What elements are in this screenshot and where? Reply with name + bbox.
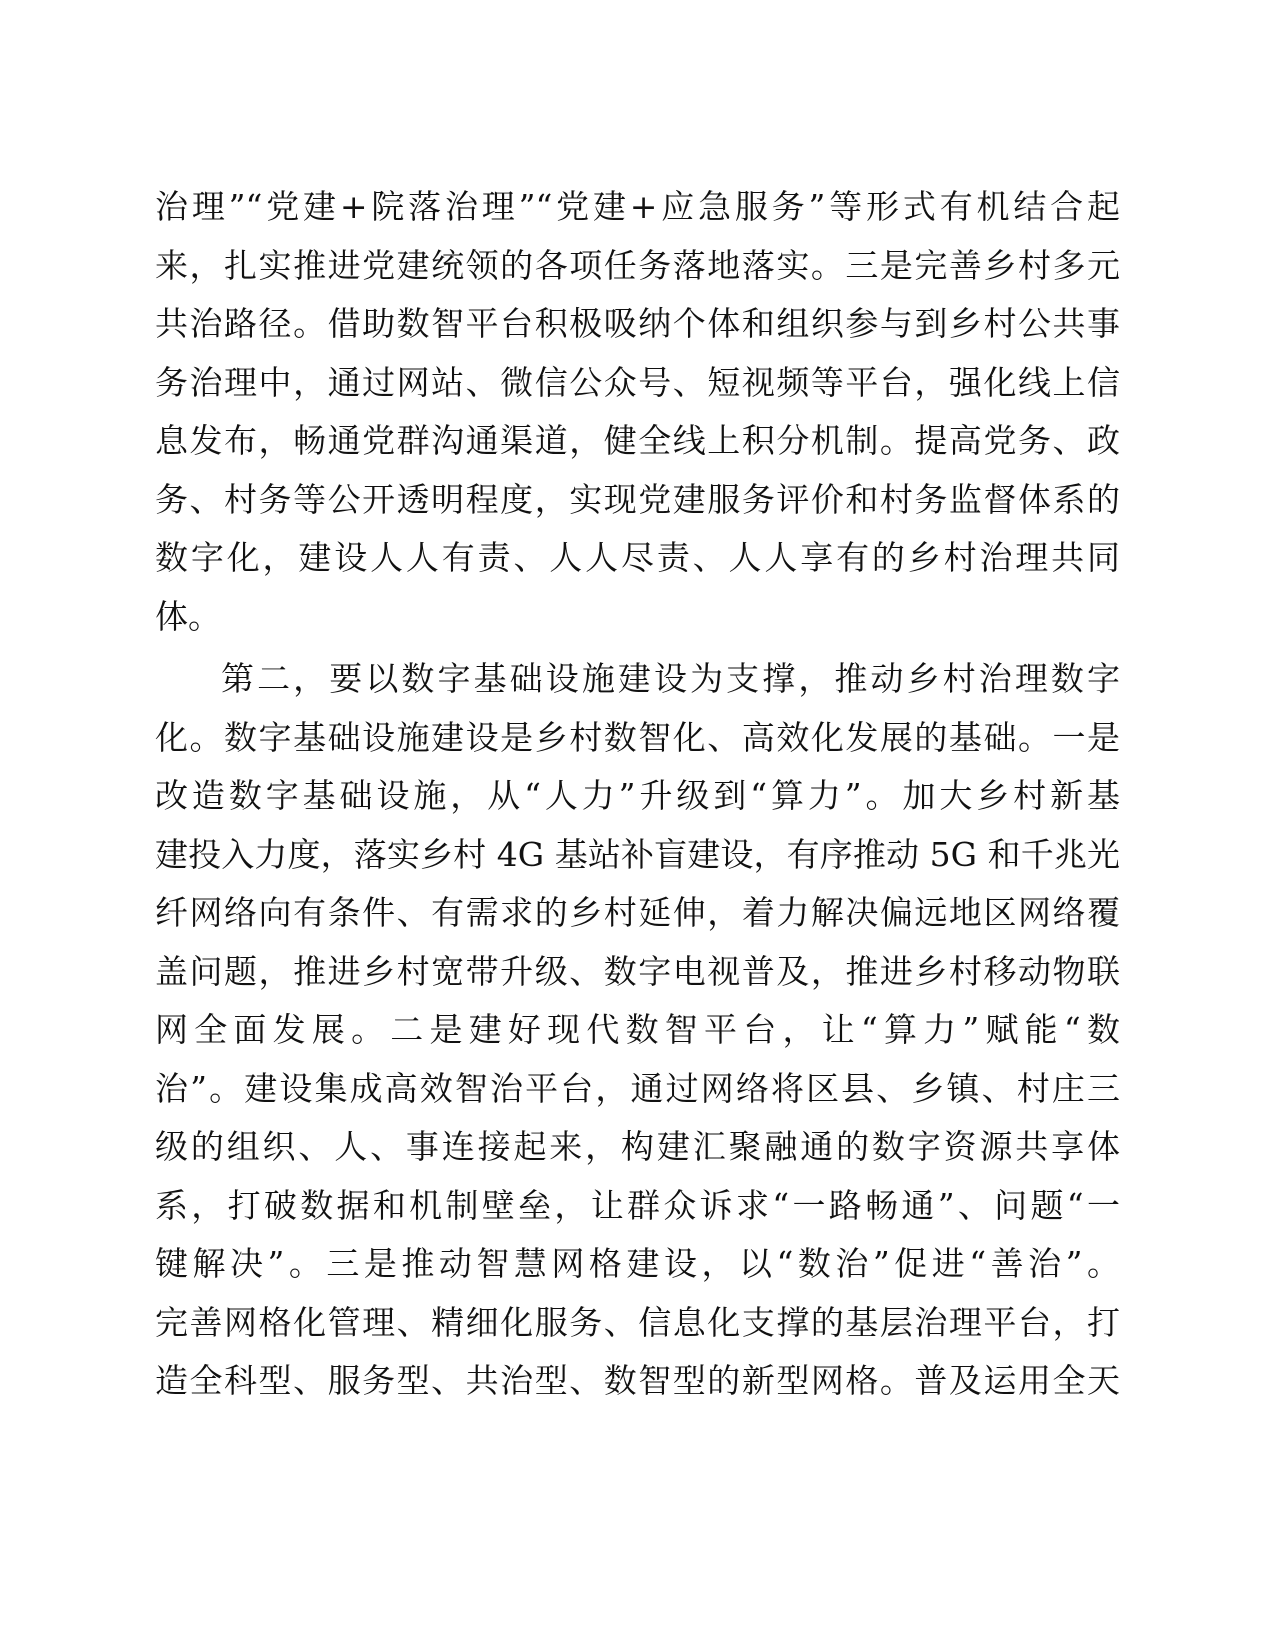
text-line: 化。数字基础设施建设是乡村数智化、高效化发展的基础。一是 (155, 717, 1120, 757)
body-text (155, 178, 1120, 1411)
text-line: 来，扎实推进党建统领的各项任务落地落实。三是完善乡村多元 (155, 245, 1120, 285)
text-line: 数字化，建设人人有责、人人尽责、人人享有的乡村治理共同 (155, 538, 1120, 577)
text-line: 息发布，畅通党群沟通渠道，健全线上积分机制。提高党务、政 (155, 421, 1120, 460)
paragraph-2 (155, 650, 1120, 1411)
text-line: 体。 (155, 596, 221, 636)
text-line: 网全面发展。二是建好现代数智平台，让“算力”赋能“数 (155, 1010, 1120, 1049)
text-line: 键解决”。三是推动智慧网格建设，以“数治”促进“善治”。 (155, 1244, 1120, 1283)
text-line: 级的组织、人、事连接起来，构建汇聚融通的数字资源共享体 (155, 1127, 1120, 1166)
text-line: 建投入力度，落实乡村 4G 基站补盲建设，有序推动 5G 和千兆光 (155, 834, 1120, 874)
text-line: 共治路径。借助数智平台积极吸纳个体和组织参与到乡村公共事 (155, 304, 1120, 343)
text-line: 治”。建设集成高效智治平台，通过网络将区县、乡镇、村庄三 (155, 1068, 1120, 1108)
text-line: 改造数字基础设施，从“人力”升级到“算力”。加大乡村新基 (155, 776, 1120, 815)
text-line: 纤网络向有条件、有需求的乡村延伸，着力解决偏远地区网络覆 (155, 893, 1120, 932)
text-line: 务、村务等公开透明程度，实现党建服务评价和村务监督体系的 (155, 479, 1120, 519)
text-line: 完善网格化管理、精细化服务、信息化支撑的基层治理平台，打 (155, 1302, 1120, 1342)
text-line: 治理”“党建+院落治理”“党建+应急服务”等形式有机结合起 (155, 187, 1120, 226)
text-line: 务治理中，通过网站、微信公众号、短视频等平台，强化线上信 (155, 362, 1120, 402)
text-line: 造全科型、服务型、共治型、数智型的新型网格。普及运用全天 (155, 1361, 1120, 1400)
text-line: 第二，要以数字基础设施建设为支撑，推动乡村治理数字 (221, 659, 1120, 698)
paragraph-1 (155, 178, 1120, 646)
text-line: 系，打破数据和机制壁垒，让群众诉求“一路畅通”、问题“一 (155, 1185, 1120, 1225)
text-line: 盖问题，推进乡村宽带升级、数字电视普及，推进乡村移动物联 (155, 951, 1120, 991)
